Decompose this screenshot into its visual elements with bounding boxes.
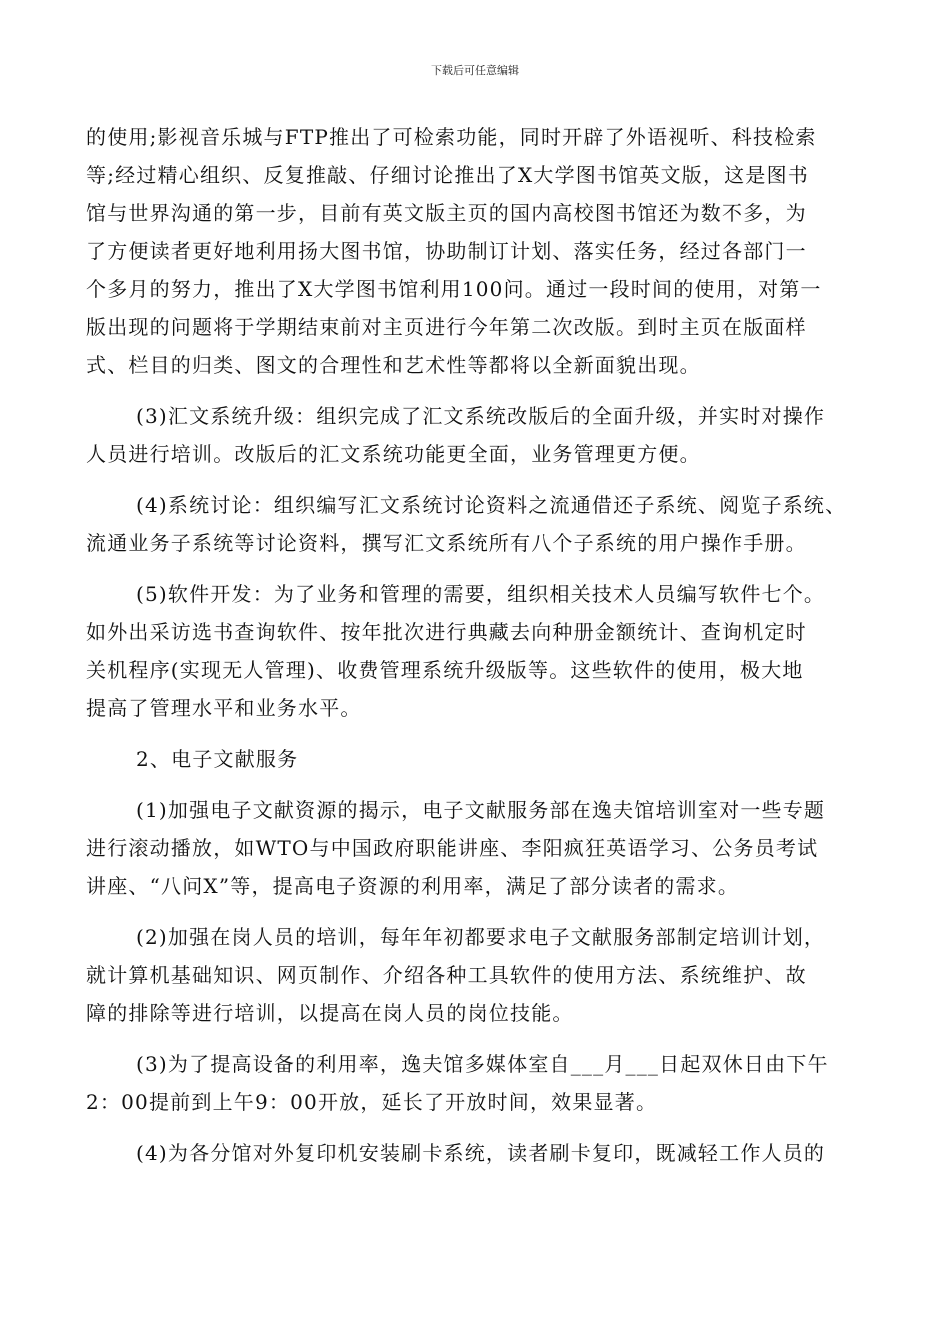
- paragraph: [86, 397, 876, 473]
- text-line: (1)加强电子文献资源的揭示，电子文献服务部在逸夫馆培训室对一些专题: [136, 798, 826, 822]
- page-header: 下载后可任意编辑: [431, 64, 519, 77]
- text-line: (5)软件开发：为了业务和管理的需要，组织相关技术人员编写软件七个。: [136, 582, 826, 606]
- text-line: 就计算机基础知识、网页制作、介绍各种工具软件的使用方法、系统维护、故: [86, 963, 807, 987]
- text-line: 障的排除等进行培训，以提高在岗人员的岗位技能。: [86, 1001, 574, 1025]
- text-line: 流通业务子系统等讨论资料，撰写汇文系统所有八个子系统的用户操作手册。: [86, 531, 807, 555]
- text-line: 的使用;影视音乐城与FTP推出了可检索功能，同时开辟了外语视听、科技检索: [86, 125, 817, 149]
- paragraph: [86, 486, 876, 562]
- paragraph: [86, 1045, 876, 1121]
- text-line: 了方便读者更好地利用扬大图书馆，协助制订计划、落实任务，经过各部门一: [86, 239, 807, 263]
- paragraph: [86, 575, 876, 727]
- text-line: 式、栏目的归类、图文的合理性和艺术性等都将以全新面貌出现。: [86, 353, 701, 377]
- text-line: (3)为了提高设备的利用率，逸夫馆多媒体室自___月___日起双休日由下午: [136, 1052, 829, 1076]
- text-line: 如外出采访选书查询软件、按年批次进行典藏去向种册金额统计、查询机定时: [86, 620, 807, 644]
- text-line: 人员进行培训。改版后的汇文系统功能更全面，业务管理更方便。: [86, 442, 701, 466]
- text-line: (4)为各分馆对外复印机安装刷卡系统，读者刷卡复印，既减轻工作人员的: [136, 1141, 826, 1165]
- paragraph: [86, 918, 876, 1032]
- text-line: 讲座、“八问X”等，提高电子资源的利用率，满足了部分读者的需求。: [86, 874, 740, 898]
- paragraph: [86, 791, 876, 905]
- text-line: 进行滚动播放，如WTO与中国政府职能讲座、李阳疯狂英语学习、公务员考试: [86, 836, 819, 860]
- text-line: 馆与世界沟通的第一步，目前有英文版主页的国内高校图书馆还为数不多，为: [86, 201, 807, 225]
- paragraph: [86, 118, 876, 384]
- document-body: [86, 118, 876, 1185]
- text-line: 提高了管理水平和业务水平。: [86, 696, 362, 720]
- text-line: 版出现的问题将于学期结束前对主页进行今年第二次改版。到时主页在版面样: [86, 315, 807, 339]
- paragraph: [86, 1134, 876, 1172]
- text-line: 2：00提前到上午9：00开放，延长了开放时间，效果显著。: [86, 1090, 658, 1114]
- text-line: (4)系统讨论：组织编写汇文系统讨论资料之流通借还子系统、阅览子系统、: [136, 493, 847, 517]
- text-line: 个多月的努力，推出了X大学图书馆利用100问。通过一段时间的使用，对第一: [86, 277, 822, 301]
- text-line: 2、电子文献服务: [136, 747, 299, 771]
- section-heading: [86, 740, 876, 778]
- text-line: 等;经过精心组织、反复推敲、仔细讨论推出了X大学图书馆英文版，这是图书: [86, 163, 809, 187]
- text-line: (3)汇文系统升级：组织完成了汇文系统改版后的全面升级，并实时对操作: [136, 404, 826, 428]
- text-line: (2)加强在岗人员的培训，每年年初都要求电子文献服务部制定培训计划，: [136, 925, 826, 949]
- text-line: 关机程序(实现无人管理)、收费管理系统升级版等。这些软件的使用，极大地: [86, 658, 804, 682]
